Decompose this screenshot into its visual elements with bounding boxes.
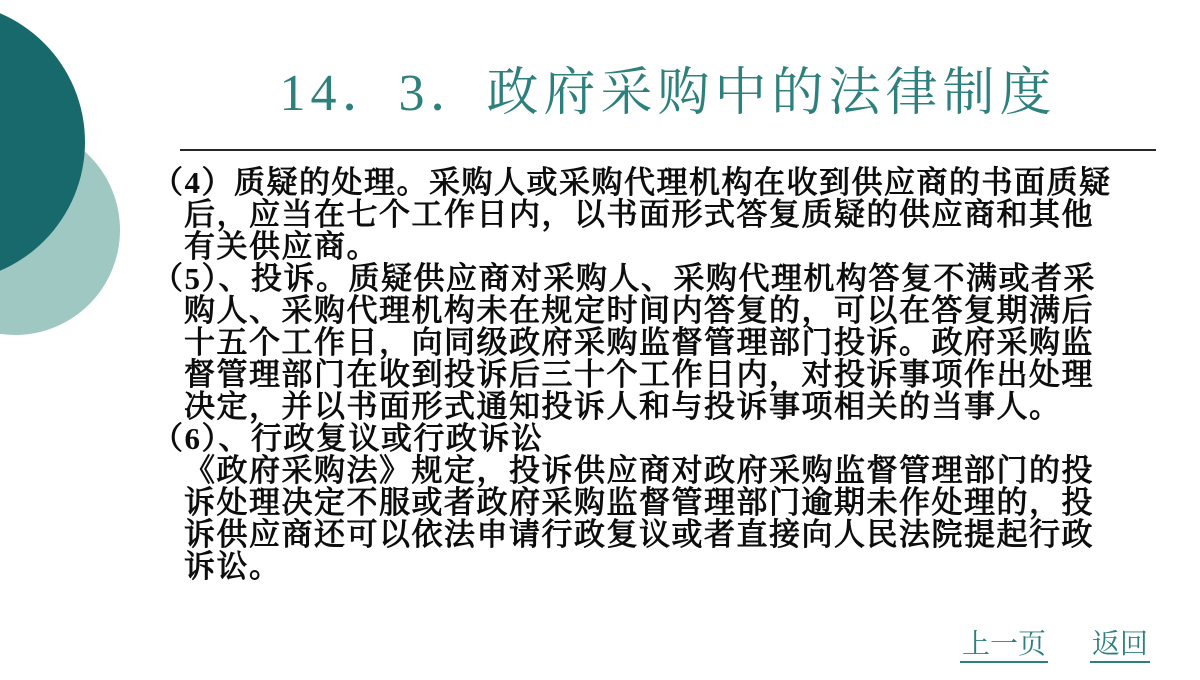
slide-nav bbox=[960, 630, 1150, 663]
body-paragraph-item-4: （4）质疑的处理。采购人或采购代理机构在收到供应商的书面质疑后，应当在七个工作日内，以书面形式答复质疑的供应商和其他有关供应商。 bbox=[152, 165, 1112, 264]
body-paragraph-item-5: （5）、投诉。质疑供应商对采购人、采购代理机构答复不满或者采购人、采购代理机构未在规定时间内答复的，可以在答复期满后十五个工作日，向同级政府采购监督管理部门投诉。政府采购监督管理部门在收到投诉后三十个工作日内，对投诉事项作出处理决定，并以书面形式通知投诉人和与投诉事项相关的当事人。 bbox=[152, 261, 1096, 424]
body-paragraph-law-quote: 《政府采购法》规定，投诉供应商对政府采购监督管理部门的投诉处理决定不服或者政府采购监督管理部门逾期未作处理的，投诉供应商还可以依法申请行政复议或者直接向人民法院提起行政诉讼。 bbox=[184, 453, 1094, 584]
slide-body bbox=[152, 165, 1122, 584]
title-divider bbox=[180, 149, 1156, 151]
back-link[interactable]: 返回 bbox=[1090, 630, 1150, 663]
body-paragraph-item-6: （6）、行政复议或行政诉讼 bbox=[152, 421, 544, 456]
slide-title: 14．3．政府采购中的法律制度 bbox=[279, 65, 1057, 122]
prev-page-link[interactable]: 上一页 bbox=[960, 630, 1048, 663]
